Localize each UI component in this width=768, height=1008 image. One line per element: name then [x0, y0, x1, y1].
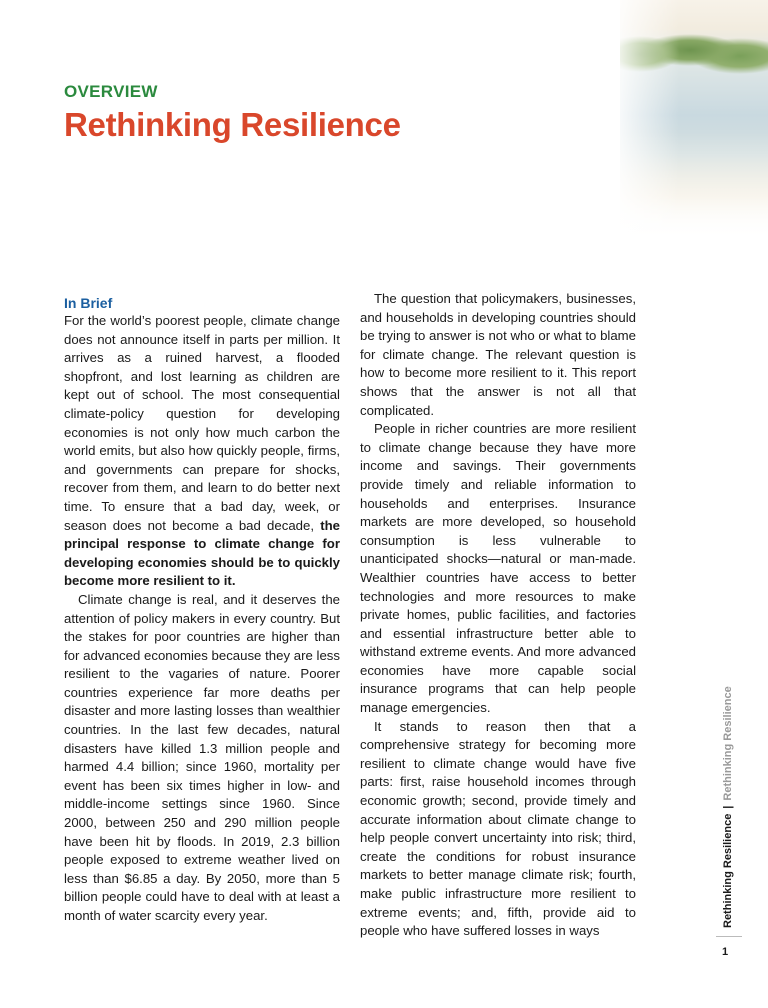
in-brief-heading: In Brief — [64, 295, 113, 311]
page-tab-rule — [716, 936, 742, 937]
running-header — [722, 686, 734, 928]
running-title: Rethinking Resilience — [722, 813, 734, 928]
running-section: Rethinking Resilience — [722, 686, 734, 801]
running-separator: | — [722, 805, 734, 809]
body-paragraph-2: Climate change is real, and it deserves the attention of policy makers in every country. But the stakes for poor countries are higher than for advanced economies because they are less resilient to the vagaries of nature. Poorer countries experience far more deaths per disaster and more lasting losses than wealthier countries. In the last few decades, natural disasters have killed 1.3 million people and harmed 4.4 billion; since 1960, mortality per event has been six times higher in low- and middle-income settings since 1960. Since 2000, between 250 and 290 million people have been hit by floods. In 2019, 2.3 billion people exposed to extreme weather lived on less than $6.85 a day. By 2050, more than 5 billion people could have to deal with at least a month of water scarcity every year. — [64, 591, 340, 923]
section-kicker: OVERVIEW — [64, 82, 158, 101]
body-paragraph-3: The question that policymakers, businesses, and households in developing countries should be trying to answer is not who or what to blame for climate change. The relevant question is how to become more resilient to it. This report shows that the answer is not all that complicated. — [360, 291, 636, 418]
left-column — [64, 290, 340, 926]
body-paragraph-5: It stands to reason then that a comprehensive strategy for becoming more resilient to climate change would have five parts: first, raise household incomes through economic growth; second, provide timely and accurate information about climate change to help people convert uncertainty into risk; third, create the conditions for robust insurance markets to better manage climate risk; fourth, make public infrastructure more resilient to extreme events; and, fifth, provide aid to people who have suffered losses in ways — [360, 718, 636, 939]
header-photo — [620, 0, 768, 240]
page-number: 1 — [722, 946, 729, 958]
right-column — [360, 290, 636, 941]
intro-text: For the world’s poorest people, climate change does not announce itself in parts per million. It arrives as a ruined harvest, a flooded shopfront, and lost learning as children are kept out of school. The most consequential climate-policy question for developing economies is not only how much carbon the world emits, but also how quickly people, firms, and governments can prepare for shocks, recover from them, and learn to do better next time. To ensure that a bad day, week, or season does not become a bad decade, — [64, 313, 340, 533]
intro-paragraph — [64, 312, 340, 591]
intro-bold-text: the principal response to climate change for developing economies should be to quickly become more resilient to it. — [64, 517, 340, 589]
body-paragraph-4: People in richer countries are more resilient to climate change because they have more income and savings. Their governments provide timely and reliable information to households and enterprises. Insurance markets are more developed, so household consumption is less vulnerable to unanticipated shocks—natural or man-made. Wealthier countries have access to better technologies and more resources to make private homes, public facilities, and factories and essential infrastructure better able to withstand extreme events. And more advanced economies have more capable social insurance programs that can help people manage emergencies. — [360, 421, 636, 716]
photo-fade — [620, 0, 768, 240]
page-title: Rethinking Resilience — [64, 106, 401, 143]
